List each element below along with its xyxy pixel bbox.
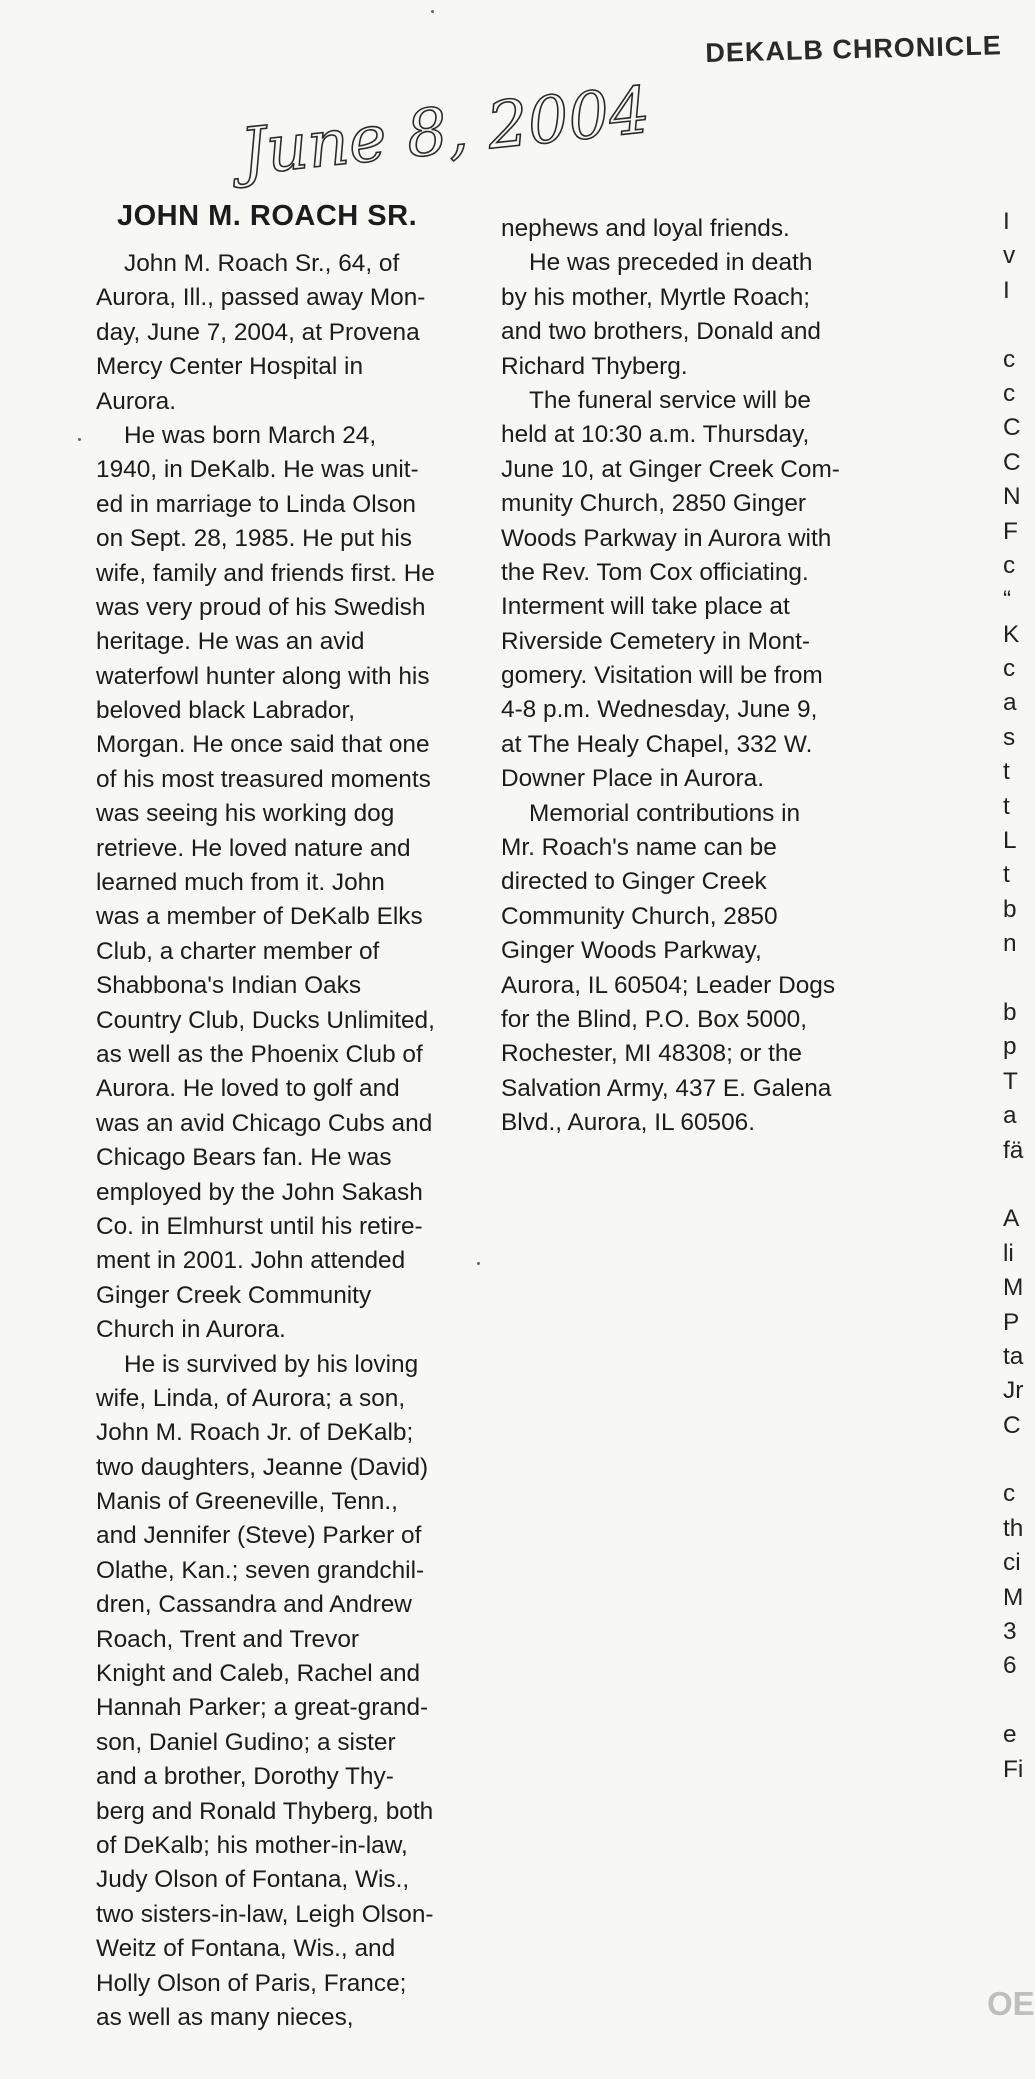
text-line: Aurora, IL 60504; Leader Dogs — [501, 971, 836, 999]
text-line: b — [1003, 895, 1017, 923]
text-line: 1940, in DeKalb. He was unit- — [96, 456, 419, 484]
text-line: 6 — [1003, 1652, 1017, 1680]
text-line: fä — [1003, 1136, 1024, 1164]
text-line: He is survived by his loving — [124, 1350, 419, 1378]
text-line: ed in marriage to Linda Olson — [96, 490, 416, 518]
text-line: wife, Linda, of Aurora; a son, — [96, 1384, 406, 1412]
text-line: and a brother, Dorothy Thy- — [96, 1763, 394, 1791]
text-line: Weitz of Fontana, Wis., and — [96, 1935, 396, 1963]
text-line — [1003, 1684, 1023, 1718]
text-line: berg and Ronald Thyberg, both — [96, 1797, 434, 1825]
text-line: t — [1003, 861, 1010, 889]
handwritten-date-text: June 8, 2004 — [237, 73, 654, 191]
print-speck — [431, 10, 434, 13]
text-line: I — [1003, 208, 1010, 235]
text-line: beloved black Labrador, — [96, 697, 355, 725]
text-line: as well as many nieces, — [96, 2003, 354, 2031]
text-line: Community Church, 2850 — [501, 902, 778, 930]
text-line: ci — [1003, 1549, 1021, 1577]
text-line — [1003, 1168, 1023, 1202]
text-line: ta — [1003, 1342, 1024, 1370]
print-speck — [78, 438, 81, 441]
text-line: A — [1003, 1205, 1020, 1233]
text-line: retrieve. He loved nature and — [96, 834, 411, 862]
text-line: a — [1003, 689, 1017, 717]
text-line: Mercy Center Hospital in — [96, 353, 364, 381]
text-line: c — [1003, 379, 1016, 407]
text-line: wife, family and friends first. He — [96, 559, 435, 587]
text-line: Olathe, Kan.; seven grandchil- — [96, 1556, 425, 1584]
text-line: 4-8 p.m. Wednesday, June 9, — [501, 696, 818, 724]
text-line: The funeral service will be — [529, 386, 811, 414]
obituary-column-2 — [501, 212, 840, 1141]
text-line: Ginger Creek Community — [96, 1281, 372, 1309]
text-line: Memorial contributions in — [529, 799, 801, 827]
text-line: n — [1003, 930, 1017, 958]
text-line: son, Daniel Gudino; a sister — [96, 1728, 396, 1756]
text-line — [1003, 962, 1023, 996]
text-line: heritage. He was an avid — [96, 628, 365, 656]
neighbor-column-fragment — [1003, 205, 1023, 1787]
handwritten-date — [235, 62, 654, 191]
text-line: Rochester, MI 48308; or the — [501, 1040, 802, 1068]
text-line: as well as the Phoenix Club of — [96, 1040, 423, 1068]
text-line: munity Church, 2850 Ginger — [501, 490, 807, 518]
text-line: li — [1003, 1239, 1014, 1267]
text-line: John M. Roach Sr., 64, of — [124, 250, 400, 277]
text-line: c — [1003, 1480, 1016, 1508]
text-line: was seeing his working dog — [96, 800, 395, 828]
text-line: Knight and Caleb, Rachel and — [96, 1660, 421, 1688]
text-line: John M. Roach Jr. of DeKalb; — [96, 1419, 414, 1447]
text-line: nephews and loyal friends. — [501, 215, 790, 242]
text-line: Shabbona's Indian Oaks — [96, 972, 362, 1000]
text-line: was an avid Chicago Cubs and — [96, 1109, 433, 1137]
text-line: Manis of Greeneville, Tenn., — [96, 1488, 398, 1516]
text-line: t — [1003, 792, 1010, 820]
text-line: Hannah Parker; a great-grand- — [96, 1694, 429, 1722]
text-line: Church in Aurora. — [96, 1316, 286, 1344]
text-line: 3 — [1003, 1618, 1017, 1646]
text-line: Ginger Woods Parkway, — [501, 937, 762, 965]
text-line: c — [1003, 655, 1016, 683]
text-line: c — [1003, 345, 1016, 373]
text-line: Salvation Army, 437 E. Galena — [501, 1074, 832, 1102]
text-line: C — [1003, 414, 1021, 442]
text-line: Co. in Elmhurst until his retire- — [96, 1212, 423, 1240]
text-line: ment in 2001. John attended — [96, 1247, 406, 1275]
text-line: was very proud of his Swedish — [96, 593, 426, 621]
text-line: Riverside Cemetery in Mont- — [501, 627, 811, 655]
text-line: C — [1003, 448, 1021, 476]
text-line: and two brothers, Donald and — [501, 318, 821, 346]
text-line: N — [1003, 483, 1021, 511]
text-line: I — [1003, 276, 1010, 304]
text-line: P — [1003, 1308, 1020, 1336]
text-line: Fi — [1003, 1755, 1024, 1783]
text-line: Morgan. He once said that one — [96, 731, 430, 759]
text-line: K — [1003, 620, 1020, 648]
text-line: Aurora. — [96, 387, 176, 415]
text-line: Blvd., Aurora, IL 60506. — [501, 1109, 756, 1137]
text-line: Judy Olson of Fontana, Wis., — [96, 1866, 410, 1894]
text-line: He was preceded in death — [529, 249, 813, 277]
text-line: day, June 7, 2004, at Provena — [96, 318, 420, 346]
text-line — [1003, 1443, 1023, 1477]
text-line: c — [1003, 551, 1016, 579]
text-line: M — [1003, 1583, 1024, 1611]
text-line: C — [1003, 1411, 1021, 1439]
text-line: was a member of DeKalb Elks — [96, 903, 423, 931]
text-line: a — [1003, 1102, 1017, 1130]
text-line: F — [1003, 517, 1018, 545]
text-line: two daughters, Jeanne (David) — [96, 1453, 429, 1481]
print-speck — [477, 1262, 480, 1265]
text-line: directed to Ginger Creek — [501, 868, 767, 896]
obituary-column-1 — [96, 247, 435, 2035]
text-line: of his most treasured moments — [96, 765, 431, 793]
text-line: dren, Cassandra and Andrew — [96, 1591, 412, 1619]
text-line: held at 10:30 a.m. Thursday, — [501, 421, 810, 449]
text-line: Woods Parkway in Aurora with — [501, 524, 832, 552]
text-line: Interment will take place at — [501, 593, 790, 621]
text-line: Country Club, Ducks Unlimited, — [96, 1006, 435, 1034]
text-line: M — [1003, 1274, 1024, 1302]
text-line: He was born March 24, — [124, 421, 377, 449]
text-line: v — [1003, 242, 1016, 270]
text-line: on Sept. 28, 1985. He put his — [96, 525, 412, 553]
text-line: waterfowl hunter along with his — [96, 662, 430, 690]
text-line: Aurora. He loved to golf and — [96, 1075, 400, 1103]
text-line: the Rev. Tom Cox officiating. — [501, 558, 809, 586]
masthead: DEKALB CHRONICLE — [705, 30, 1003, 68]
text-line: e — [1003, 1721, 1017, 1749]
text-line — [1003, 308, 1023, 342]
text-line: employed by the John Sakash — [96, 1178, 423, 1206]
text-line: at The Healy Chapel, 332 W. — [501, 730, 813, 758]
text-line: L — [1003, 827, 1017, 855]
neighbor-clipping-fragment: OE — [987, 1985, 1035, 2022]
text-line: Jr — [1003, 1377, 1024, 1405]
text-line: th — [1003, 1514, 1024, 1542]
text-line: Club, a charter member of — [96, 937, 380, 965]
obituary-headline: JOHN M. ROACH SR. — [117, 200, 418, 232]
text-line: Downer Place in Aurora. — [501, 765, 765, 793]
text-line: b — [1003, 998, 1017, 1026]
text-line: learned much from it. John — [96, 869, 385, 897]
text-line: p — [1003, 1033, 1017, 1061]
text-line: t — [1003, 758, 1010, 786]
text-line: June 10, at Ginger Creek Com- — [501, 455, 840, 483]
text-line: Chicago Bears fan. He was — [96, 1144, 392, 1172]
text-line: Roach, Trent and Trevor — [96, 1625, 360, 1653]
text-line: T — [1003, 1067, 1018, 1095]
text-line: Mr. Roach's name can be — [501, 834, 777, 862]
text-line: by his mother, Myrtle Roach; — [501, 283, 811, 311]
text-line: of DeKalb; his mother-in-law, — [96, 1831, 408, 1859]
text-line: Richard Thyberg. — [501, 352, 688, 380]
text-line: s — [1003, 723, 1016, 751]
text-line: two sisters-in-law, Leigh Olson- — [96, 1900, 434, 1928]
text-line: Holly Olson of Paris, France; — [96, 1969, 407, 1997]
text-line: gomery. Visitation will be from — [501, 662, 823, 690]
text-line: “ — [1003, 586, 1012, 614]
text-line: and Jennifer (Steve) Parker of — [96, 1522, 422, 1550]
text-line: for the Blind, P.O. Box 5000, — [501, 1005, 807, 1033]
text-line: Aurora, Ill., passed away Mon- — [96, 284, 426, 312]
